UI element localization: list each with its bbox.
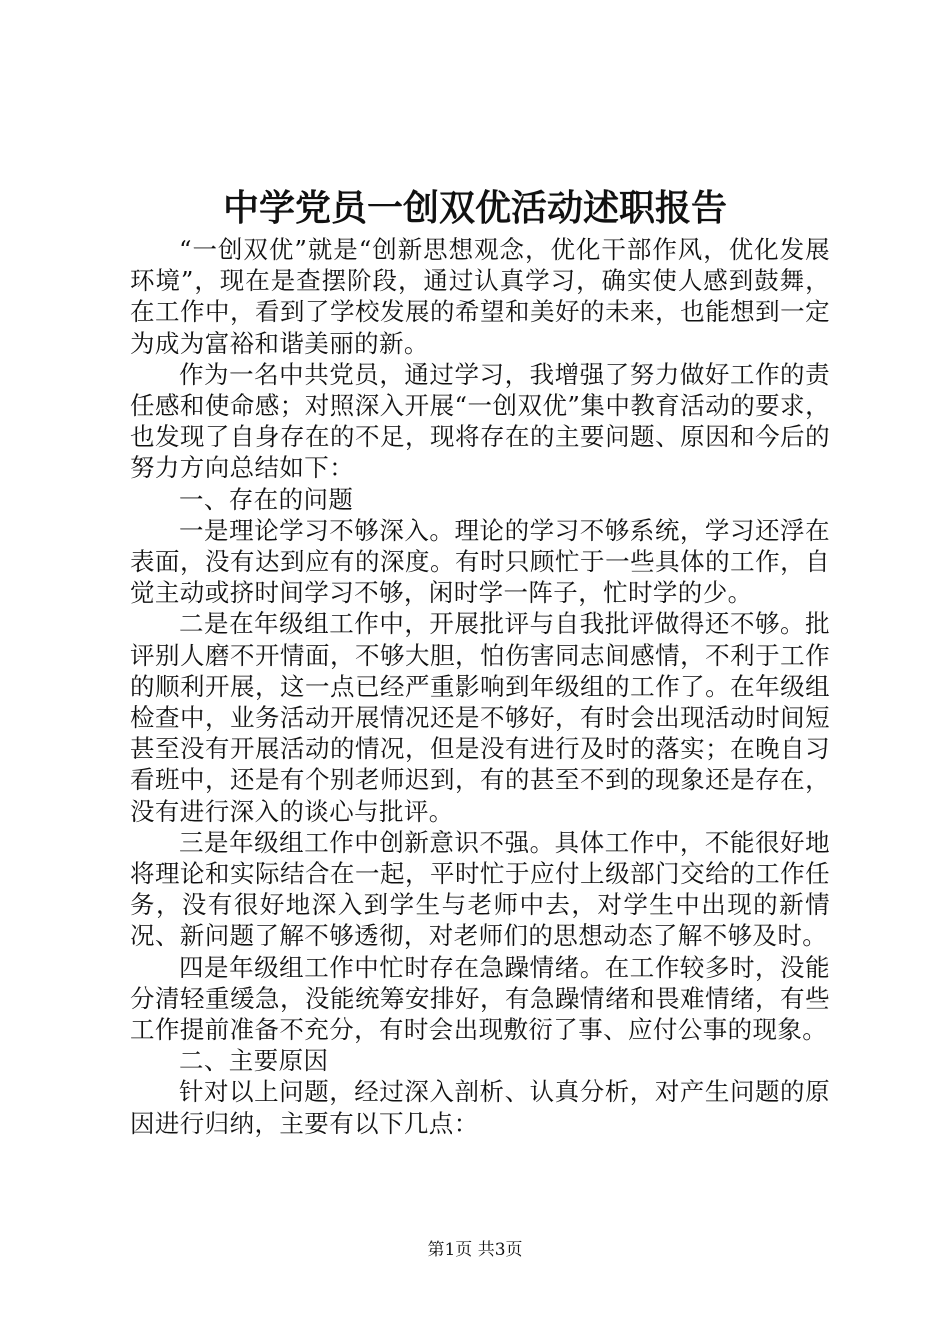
paragraph-problem-1: 一是理论学习不够深入。理论的学习不够系统，学习还浮在表面，没有达到应有的深度。有时只顾忙于一些具体的工作，自觉主动或挤时间学习不够，闲时学一阵子，忙时学的少。	[130, 515, 830, 608]
document-body	[130, 234, 830, 1139]
page-footer: 第1页 共3页	[427, 1240, 523, 1260]
paragraph-summary: 作为一名中共党员，通过学习，我增强了努力做好工作的责任感和使命感；对照深入开展“一创双优”集中教育活动的要求，也发现了自身存在的不足，现将存在的主要问题、原因和今后的努力方向总结如下：	[130, 359, 830, 483]
document-title: 中学党员一创双优活动述职报告	[222, 187, 727, 229]
paragraph-intro: “一创双优”就是“创新思想观念，优化干部作风，优化发展环境”，现在是查摆阶段，通过认真学习，确实使人感到鼓舞，在工作中，看到了学校发展的希望和美好的未来，也能想到一定为成为富裕和谐美丽的新。	[130, 235, 830, 358]
paragraph-reasons-intro: 针对以上问题，经过深入剖析、认真分析，对产生问题的原因进行归纳，主要有以下几点：	[130, 1077, 830, 1138]
paragraph-problem-3: 三是年级组工作中创新意识不强。具体工作中，不能很好地将理论和实际结合在一起，平时忙于应付上级部门交给的工作任务，没有很好地深入到学生与老师中去，对学生中出现的新情况、新问题了解不够透彻，对老师们的思想动态了解不够及时。	[130, 827, 830, 951]
section-heading-reasons: 二、主要原因	[179, 1046, 329, 1076]
paragraph-problem-4: 四是年级组工作中忙时存在急躁情绪。在工作较多时，没能分清轻重缓急，没能统筹安排好，有急躁情绪和畏难情绪，有些工作提前准备不充分，有时会出现敷衍了事、应付公事的现象。	[130, 952, 830, 1045]
paragraph-problem-2: 二是在年级组工作中，开展批评与自我批评做得还不够。批评别人磨不开情面，不够大胆，怕伤害同志间感情，不利于工作的顺利开展，这一点已经严重影响到年级组的工作了。在年级组检查中，业务活动开展情况还是不够好，有时会出现活动时间短甚至没有开展活动的情况，但是没有进行及时的落实；在晚自习看班中，还是有个别老师迟到，有的甚至不到的现象还是存在，没有进行深入的谈心与批评。	[130, 609, 830, 826]
section-heading-problems: 一、存在的问题	[179, 484, 354, 514]
